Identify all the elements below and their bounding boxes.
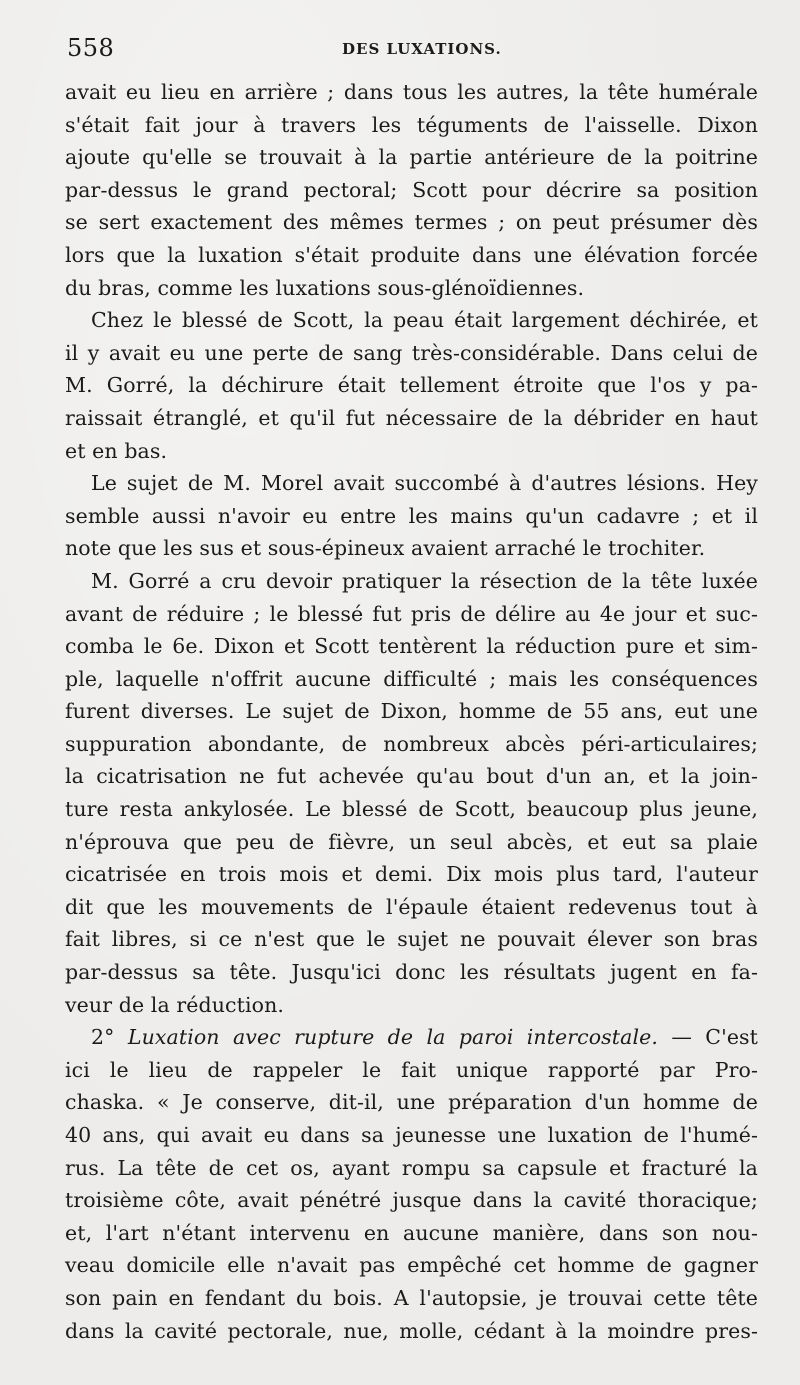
text-line: 40 ans, qui avait eu dans sa jeunesse une luxation de l'humé-	[65, 1123, 758, 1147]
text-line: Chez le blessé de Scott, la peau était largement déchirée, et	[91, 308, 758, 333]
text-line: note que les sus et sous-épineux avaient arraché le trochiter.	[65, 536, 706, 561]
text-line: dans la cavité pectorale, nue, molle, cédant à la moindre pres-	[65, 1318, 758, 1343]
section-number: 2°	[91, 1025, 128, 1050]
section-heading-line	[65, 1021, 758, 1054]
text-line: s'était fait jour à travers les téguments de l'aisselle. Dixon	[65, 112, 758, 137]
text-line: raissait étranglé, et qu'il fut nécessaire de la débrider en haut	[65, 405, 758, 430]
text-line: veur de la réduction.	[65, 992, 284, 1017]
text-line: ture resta ankylosée. Le blessé de Scott, beaucoup plus jeune,	[65, 797, 758, 822]
text-line: lors que la luxation s'était produite dans une élévation forcée	[65, 242, 758, 267]
text-line: et en bas.	[65, 438, 168, 463]
section-title: Luxation avec rupture de la paroi intercostale.	[127, 1025, 658, 1050]
text-line: ple, laquelle n'offrit aucune difficulté ; mais les conséquences	[65, 666, 758, 691]
running-head: DES LUXATIONS.	[342, 40, 502, 58]
text-line: rus. La tête de cet os, ayant rompu sa capsule et fracturé la	[65, 1155, 758, 1180]
text-line: par-dessus le grand pectoral; Scott pour décrire sa position	[65, 177, 758, 202]
text-line: suppuration abondante, de nombreux abcès péri-articulaires;	[65, 731, 758, 756]
text-line: du bras, comme les luxations sous-glénoïdiennes.	[65, 275, 585, 300]
text-line: dit que les mouvements de l'épaule étaient redevenus tout à	[65, 894, 758, 919]
text-line: son pain en fendant du bois. A l'autopsie, je trouvai cette tête	[65, 1285, 758, 1310]
text-line: il y avait eu une perte de sang très-considérable. Dans celui de	[65, 340, 758, 365]
text-line: cicatrisée en trois mois et demi. Dix mois plus tard, l'auteur	[65, 862, 758, 887]
text-line: troisième côte, avait pénétré jusque dans la cavité thoracique;	[65, 1188, 758, 1213]
section-heading-tail: — C'est	[657, 1025, 759, 1050]
text-line: ici le lieu de rappeler le fait unique rapporté par Pro-	[65, 1057, 758, 1082]
text-line: ajoute qu'elle se trouvait à la partie antérieure de la poitrine	[65, 145, 758, 170]
text-line: furent diverses. Le sujet de Dixon, homme de 55 ans, eut une	[65, 699, 758, 724]
text-line: et, l'art n'étant intervenu en aucune manière, dans son nou-	[65, 1220, 758, 1245]
text-line: fait libres, si ce n'est que le sujet ne pouvait élever son bras	[65, 927, 758, 952]
text-line: n'éprouva que peu de fièvre, un seul abcès, et eut sa plaie	[65, 829, 758, 854]
text-line: avait eu lieu en arrière ; dans tous les autres, la tête humérale	[65, 80, 758, 104]
text-line: M. Gorré a cru devoir pratiquer la résection de la tête luxée	[91, 568, 758, 593]
page-number: 558	[67, 34, 115, 62]
text-line: chaska. « Je conserve, dit-il, une préparation d'un homme de	[65, 1090, 758, 1115]
text-line: semble aussi n'avoir eu entre les mains qu'un cadavre ; et il	[65, 503, 758, 528]
text-line: Le sujet de M. Morel avait succombé à d'autres lésions. Hey	[91, 471, 758, 496]
text-line: M. Gorré, la déchirure était tellement étroite que l'os y pa-	[65, 373, 758, 398]
text-line: se sert exactement des mêmes termes ; on peut présumer dès	[65, 210, 758, 235]
text-line: la cicatrisation ne fut achevée qu'au bout d'un an, et la join-	[65, 764, 758, 789]
text-line: veau domicile elle n'avait pas empêché cet homme de gagner	[65, 1253, 758, 1278]
body-text	[65, 76, 758, 1347]
page-header	[67, 34, 757, 68]
text-line: avant de réduire ; le blessé fut pris de délire au 4e jour et suc-	[65, 601, 758, 626]
text-line: par-dessus sa tête. Jusqu'ici donc les résultats jugent en fa-	[65, 960, 758, 985]
text-line: comba le 6e. Dixon et Scott tentèrent la réduction pure et sim-	[65, 634, 758, 659]
